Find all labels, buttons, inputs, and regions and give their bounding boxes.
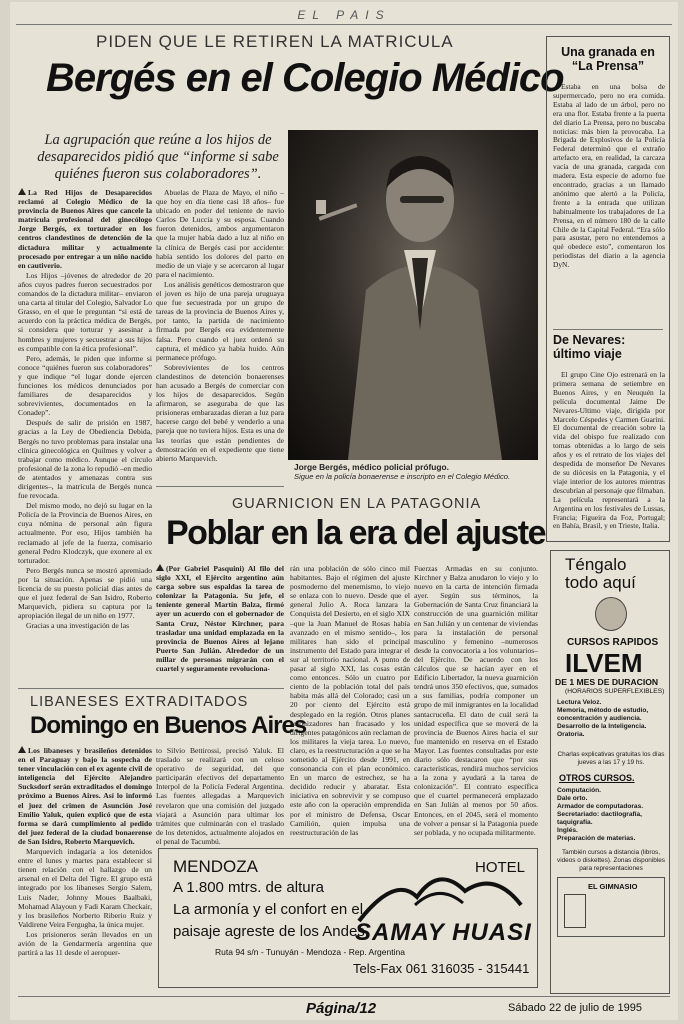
list-item: Armador de computadoras. (557, 803, 644, 810)
list-item: Inglés. (557, 827, 578, 834)
brief-divider (553, 329, 663, 330)
main-col2: Abuelas de Plaza de Mayo, el niño –que hoy en día tiene casi 18 años– fue ubicado en poder del teniente de navío Carlos De Luccia y su esposa. Cuando fueron detenidos, ambos argumentaron que la mujer había dado a luz al niño en la clínica de Bergés casi por accidente: había sentido los dolores del parto en medio de un viaje y se acercaron al lugar para el nacimiento. Los análisis genéticos demostraron que el joven es hijo de una pareja uruguaya que fue secuestrada por un grupo de tareas de la provincia de Buenos Aires y, por tanto, la partida de nacimiento firmada por Bergés era evidentemente falsa. Pero cuando el juez ordenó su captura, el médico ya había huido. Aún permanece prófugo. Sobrevivientes de los centros clandestinos de detención bonaerenses han acusado a Bergés de comerciar con los hijos de desaparecidos. Según afirmaron, se aseguraba de que las prisioneras embarazadas dieran a luz para hacerse cargo del bebé y venderlo a una pareja que no tuviera hijos. Esta es una de las teorías que están pendientes de demostración en el expediente que tiene abierto Marquevich. (156, 188, 284, 463)
paper-name: Página/12 (306, 1000, 377, 1017)
hotel-route: Ruta 94 s/n - Tunuyán - Mendoza - Rep. Argentina (215, 947, 405, 957)
avatar (595, 597, 627, 631)
list-item: Dale orto. (557, 795, 588, 802)
ilvem-footer: También cursos a distancia (libros, videos o diskettes). Zonas disponibles para representaciones (557, 849, 665, 872)
paper-date: Sábado 22 de julio de 1995 (508, 1002, 642, 1014)
main-deck: La agrupación que reúne a los hijos de desaparecidos pidió que “informe si sabe quiénes fueron sus colaboradores”. (37, 132, 279, 182)
ilvem-brand: ILVEM (565, 648, 643, 678)
list-item: Lectura Veloz. (557, 699, 602, 706)
lib-rule (18, 688, 284, 689)
section-header: EL PAIS (297, 8, 391, 22)
main-headline: Bergés en el Colegio Médico (46, 56, 564, 100)
hotel-label: HOTEL (475, 859, 526, 876)
berges-photo (288, 130, 538, 460)
gym-name: EL GIMNASIO (588, 882, 638, 891)
main-kicker: PIDEN QUE LE RETIREN LA MATRICULA (96, 32, 454, 51)
mountain-logo-icon (355, 865, 525, 927)
ilvem-super: (HORARIOS SUPERFLEXIBLES) (565, 688, 665, 695)
brief1-text: Estaba en una bolsa de supermercado, pero no era comida. Estaba al lado de un árbol, pero no era una flor. Estaba frente a la puerta del diario La Prensa, pero no buscaba noticias: más bien la provocaba. La Brigada de Explosivos de la Policía Federal determinó que el extraño artefacto era, en realidad, la carcaza vacía de una granada, cargada con madera. Esta especie de adorno fue encontrado, gracias a un llamado anónimo que alertó a la Policía, frente a la entrada que utilizan habitualmente los trabajadores de La Prensa, en el número 180 de la calle Chile de la Capital Federal. “Era sólo para asustar, pero no entendemos a qué obedece esto”, comentaron los periodistas del diario a la agencia DyN. (553, 83, 665, 270)
triangle-icon (18, 746, 26, 753)
list-item: Secretariado: dactilografía, taquigrafía. (557, 811, 643, 826)
brief1-title: Una granada en “La Prensa” (561, 45, 655, 73)
hotel-tel: Tels-Fax 061 316035 - 315441 (353, 961, 530, 976)
sidebar-briefs (546, 36, 670, 542)
triangle-icon (18, 188, 26, 195)
ilvem-other-list (557, 787, 665, 843)
brief2-text: El grupo Cine Ojo estrenará en la primera semana de setiembre en Buenos Aires, y en Neuquén la película documental Jaime De Nevares-Ultimo viaje, dirigida por Marcelo Céspedes y Carmen Guarini. El documental de creación sobre la vida del obispo fue realizado con tomas obtenidas a lo largo de seis años y es el retrato de los viajes del despedida de monseñor De Nevares de su diócesis en la Patagonia, y el viaje interior de los autores mientras descubrían al personaje que filmaban. La película representará a la Argentina en los festivales de Lussas, Francia; Figueira da Foz, Portugal; en Bahía, Brasil, y en Trieste, Italia. (553, 371, 665, 531)
libaneses-col2: to Silvio Bettirossi, precisó Yaluk. El traslado se realizará con un celoso operativo de seguridad, del que participarán efectivos del departamento Interpol de la Policía Federal Argentina. Las fuentes allegadas a Marquevich revelaron que una comisión del juzgado viajará a Asunción para ultimar los trámites que culminarán con el traslado de los detenidos, actualmente alojados en el penal de Tacumbú. (156, 746, 284, 846)
brief2-title: De Nevares: último viaje (553, 333, 626, 361)
footer-rule (18, 996, 670, 997)
ilvem-courses: CURSOS RAPIDOS (567, 637, 659, 648)
patagonia-col2: rán una población de sólo cinco mil habitantes. Bajo el régimen del ajuste posmoderno del menemismo, lo viejo se enlaza con lo nuevo. Desde que el general Julio A. Roca lanzara la Conquista del Desierto, en el siglo XIX –que la Juan Manuel de Rosas había avanzado en el mismo sentido–, los militares han sido el principal instrumento del Estado para integrar el sur al territorio nacional. A punto de pasar al siglo XXI, las cosas están como entonces. Sólo un cuatro por ciento de la población total del país habita más allá del Colorado; casi un 20 por ciento del Ejército está desplegado en la región. Otros planes colonizadores han fracasado y los dirigentes patagónicos aún reclaman de los militares la vieja tarea. Lo nuevo, claro, es la reestructuración a que se ha sometido al Ejército desde 1991, en consonancia con el plan económico. En un marco de estrechez, se ha decidido reducir y abaratar. Esta iniciativa en sobrevivir y se compuso este año con la operación emprendida por el ministro de Defensa, Oscar Camilión, quien impulsa una reestructuración de las (290, 564, 410, 837)
photo-caption: Jorge Bergés, médico policial prófugo. Sigue en la policía bonaerense e inscripto en el Colegio Médico. (294, 462, 511, 481)
gym-figure-icon (564, 894, 586, 928)
hotel-place: MENDOZA (173, 857, 258, 876)
triangle-icon (156, 564, 164, 571)
libaneses-kicker: LIBANESES EXTRADITADOS (30, 694, 249, 710)
gym-box (557, 877, 665, 937)
newspaper-page (10, 2, 678, 1020)
list-item: Computación. (557, 787, 601, 794)
ilvem-title1: Téngalo (565, 555, 627, 574)
patagonia-kicker: GUARNICION EN LA PATAGONIA (232, 496, 482, 512)
libaneses-headline: Domingo en Buenos Aires (30, 712, 307, 739)
ilvem-charlas: Charlas explicativas gratuitas los días jueves a las 17 y 19 hs. (557, 751, 665, 766)
ilvem-ad (550, 550, 670, 994)
portrait-image (288, 130, 538, 460)
main-col1: La Red Hijos de Desaparecidos reclamó al Colegio Médico de la provincia de Buenos Aires que cancele la matrícula profesional del ginecólogo Jorge Bergés, ex torturador en los centros clandestinos de detención de la dictadura militar y actualmente procesado por entregar a un niño nacido en cautiverio. Los Hijos –jóvenes de alrededor de 20 años cuyos padres fueron secuestrados por comandos de la dictadura militar– enviaron una carta al titular del Colegio, Salvador Lo Grasso, en el que le preguntan “si está de acuerdo con la práctica médica de Bergés, si considera que torturar y asesinar a hombres y mujeres y secuestrar a sus hijos es compatible con la ética profesional”. Pero, además, le piden que informe si conoce “quiénes fueron sus colaboradores” y que indique “el lugar donde ejercen funciones los médicos denunciados por familiares de desaparecidos y sobrevivientes, documentados en la Conadep”. Después de salir de prisión en 1987, gracias a la Ley de Obediencia Debida, Bergés no tuvo problemas para instalar una clínica ginecológica en Quilmes y volver a trabajar como médico. Aunque el círculo profesional de la zona lo repudió –en medio de atentados y amenazas contra sus dirigentes–, la matrícula de Bergés nunca fue revocada. Del mismo modo, no dejó su lugar en la Policía de la Provincia de Buenos Aires, en cuya nómina de personal aún figura actualmente. Por eso, Hijos también ha reclamado al jefe de la fuerza, comisario general Pedro Klodczyk, que exonere al ex torturador. Pero Bergés nunca se mostró apremiado por la situación. Apenas se pidió una licencia de su puesto policial días antes de que el juez federal de San Isidro, Roberto Marquevich, pidiera su captura por la apropiación ilegal de un niño en 1977. Gracias a una investigación de las (18, 188, 152, 631)
list-item: Preparación de materias. (557, 835, 636, 842)
hotel-line3: paisaje agreste de los Andes. (173, 923, 369, 940)
list-item: Memoria, método de estudio, concentración y audiencia. (557, 707, 649, 722)
patagonia-col1: (Por Gabriel Pasquini) Al filo del siglo XXI, el Ejército argentino aún carga sobre sus espaldas la tarea de colonizar la Patagonia. Su jefe, el teniente general Martín Balza, firmó ayer un acuerdo con el gobernador de Santa Cruz, Néstor Kirchner, para trasladar una unidad emplazada en la provincia de Buenos Aires al lejano Puerto San Julián. Alrededor de un millar de personas migrarán con el cuartel y seguramente revoluciona- (156, 564, 284, 674)
ilvem-title2: todo aquí (565, 573, 636, 592)
ilvem-course-list (557, 699, 665, 739)
hotel-line2: La armonía y el confort en el (173, 901, 364, 918)
hotel-line1: A 1.800 mtrs. de altura (173, 879, 324, 896)
patagonia-headline: Poblar en la era del ajuste (166, 514, 546, 552)
libaneses-col1: Los libaneses y brasileños detenidos en el Paraguay y bajo la sospecha de tener vinculación con el ex agente civil de inteligencia del Ejército Alejandro Sucksdorf serán extraditados el domingo próximo a Buenos Aires. Así lo informó el juez del crimen de Asunción José Emilio Yaluk, quien explicó que de esta forma se dará cumplimiento al pedido del juez federal de la ciudad bonaerense de San Isidro, Roberto Marquevich. Marquevich indagaría a los detenidos entre el lunes y martes para establecer si tienen relación con el hallazgo de un arsenal en el Delta del Tigre. El grupo está integrado por los libaneses Sergio Salem, Luis Nader, Johnny Moues Baalbaki, Mohamad Alayoun y Fadi Karam Checkair, y los brasileños Norberto Riberio Ruiz y Valdirene Veira Fergugha, la única mujer. Los prisioneros serán llevados en un avión de la Gendarmería argentina que partirá a las 11 desde el aeropuer- (18, 746, 152, 958)
hotel-ad (158, 848, 538, 988)
mid-rule (156, 486, 284, 487)
ilvem-otros: OTROS CURSOS. (559, 773, 635, 783)
patagonia-col3: Fuerzas Armadas en su conjunto. Kirchner y Balza anudaron lo viejo y lo nuevo en la carta de intención firmada ayer. Según sus términos, la Gobernación de Santa Cruz financiará la construcción de una guarnición militar en San Julián y un centenar de viviendas para la instalación de personal masculino y femenino –numerosos desde la convocatoria a los voluntarios– del Ejército. De acuerdo con los cálculos que se hacían ayer en el Edificio Libertador, la nueva guarnición tendrá unos 350 efectivos, que, sumados a sus familias, podría componer un grupo de mil inmigrantes en la localidad santacruceña. El dato de cuál será la unidad específica que se moverá de la provincia de Buenos Aires hacia el sur fue mantenido en reserva en el Estado Mayor. Las fuentes consultadas por este diario sólo destacaron que “por sus características, rendirá muchos servicios a la zona y ayudará a la tarea de colonización”. El contrato específica que el cuartel permanecerá emplazado en San Julián al menos por 50 años. Entonces, en el 2045, será el momento de volver a pensar si la Patagonia puede ser poblada, y no ocupada militarmente. (414, 564, 538, 837)
list-item: Desarrollo de la Inteligencia. (557, 723, 647, 730)
list-item: Oratoria. (557, 731, 585, 738)
ilvem-duration: DE 1 MES DE DURACION (555, 677, 659, 687)
hotel-name: SAMAY HUASI (355, 919, 532, 946)
top-rule (16, 24, 672, 25)
